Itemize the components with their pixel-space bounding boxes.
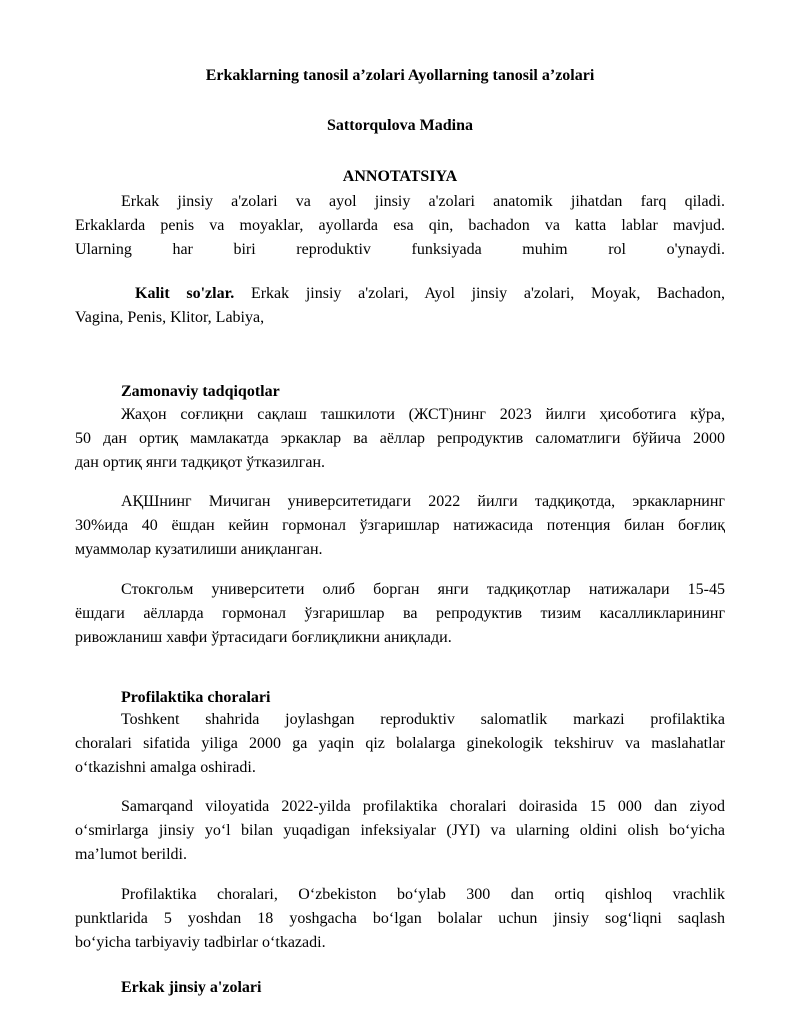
paragraph-line: o‘tkazishni amalga oshiradi. — [75, 759, 256, 776]
section-paragraph — [75, 490, 725, 562]
keywords-label: Kalit so'zlar. — [135, 285, 235, 302]
section-paragraph — [75, 578, 725, 650]
section-paragraph — [75, 883, 725, 955]
section-paragraph — [75, 795, 725, 867]
paragraph-line: choralari sifatida yiliga 2000 ga yaqin qiz bolalarga ginekologik tekshiruv va maslahatlar — [75, 735, 725, 752]
annotation-line: Erkaklarda penis va moyaklar, ayollarda esa qin, bachadon va katta lablar mavjud. — [75, 217, 725, 234]
paragraph-line: punktlarida 5 yoshdan 18 yoshgacha bo‘lgan bolalar uchun jinsiy sog‘liqni saqlash — [75, 910, 725, 927]
section-paragraph — [75, 708, 725, 780]
paragraph-line: муаммолар кузатилиши аниқланган. — [75, 541, 323, 558]
paragraph-line: 50 дан ортиқ мамлакатда эркаклар ва аёллар репродуктив саломатлиги бўйича 2000 — [75, 430, 725, 447]
annotation-line: Ularning har biri reproduktiv funksiyada muhim rol o'ynaydi. — [75, 241, 725, 258]
keywords-list-part1: Erkak jinsiy a'zolari, Ayol jinsiy a'zolari, Moyak, Bachadon, — [234, 285, 726, 302]
section-heading: Profilaktika choralari — [121, 689, 271, 706]
paragraph-line: дан ортиқ янги тадқиқот ўтказилган. — [75, 454, 326, 471]
paragraph-line: o‘smirlarga jinsiy yo‘l bilan yuqadigan infeksiyalar (JYI) va ularning oldini olish bo‘yicha — [75, 822, 725, 839]
keywords-paragraph — [75, 282, 725, 330]
keywords-list-part2: Vagina, Penis, Klitor, Labiya, — [75, 309, 265, 326]
paragraph-line: Samarqand viloyatida 2022-yilda profilaktika choralari doirasida 15 000 dan ziyod — [121, 798, 725, 815]
paragraph-line: bo‘yicha tarbiyaviy tadbirlar o‘tkazadi. — [75, 934, 326, 951]
annotation-line: Erkak jinsiy a'zolari va ayol jinsiy a'zolari anatomik jihatdan farq qiladi. — [121, 193, 725, 210]
section-heading: Erkak jinsiy a'zolari — [121, 979, 262, 996]
paragraph-line: 30%ида 40 ёшдан кейин гормонал ўзгаришлар натижасида потенция билан боғлиқ — [75, 517, 725, 534]
author-name: Sattorqulova Madina — [327, 117, 473, 134]
annotation-heading: ANNOTATSIYA — [342, 168, 458, 185]
section-heading: Zamonaviy tadqiqotlar — [121, 383, 280, 400]
keywords-line — [75, 282, 725, 306]
paragraph-line: Profilaktika choralari, O‘zbekiston bo‘ylab 300 dan ortiq qishloq vrachlik — [121, 886, 725, 903]
document-title: Erkaklarning tanosil a’zolari Ayollarning tanosil a’zolari — [205, 67, 595, 84]
annotation-paragraph — [75, 190, 725, 262]
paragraph-line: Жаҳон соғлиқни сақлаш ташкилоти (ЖСТ)нинг 2023 йилги ҳисоботига кўра, — [121, 406, 725, 423]
paragraph-line: ma’lumot berildi. — [75, 846, 187, 863]
paragraph-line: ривожланиш хавфи ўртасидаги боғлиқликни аниқлади. — [75, 629, 452, 646]
section-paragraph — [75, 403, 725, 475]
paragraph-line: АҚШнинг Мичиган университетидаги 2022 йилги тадқиқотда, эркакларнинг — [121, 493, 725, 510]
paragraph-line: ёшдаги аёлларда гормонал ўзгаришлар ва репродуктив тизим касалликларининг — [75, 605, 725, 622]
paragraph-line: Toshkent shahrida joylashgan reproduktiv salomatlik markazi profilaktika — [121, 711, 725, 728]
paragraph-line: Стокгольм университети олиб борган янги тадқиқотлар натижалари 15-45 — [121, 581, 725, 598]
